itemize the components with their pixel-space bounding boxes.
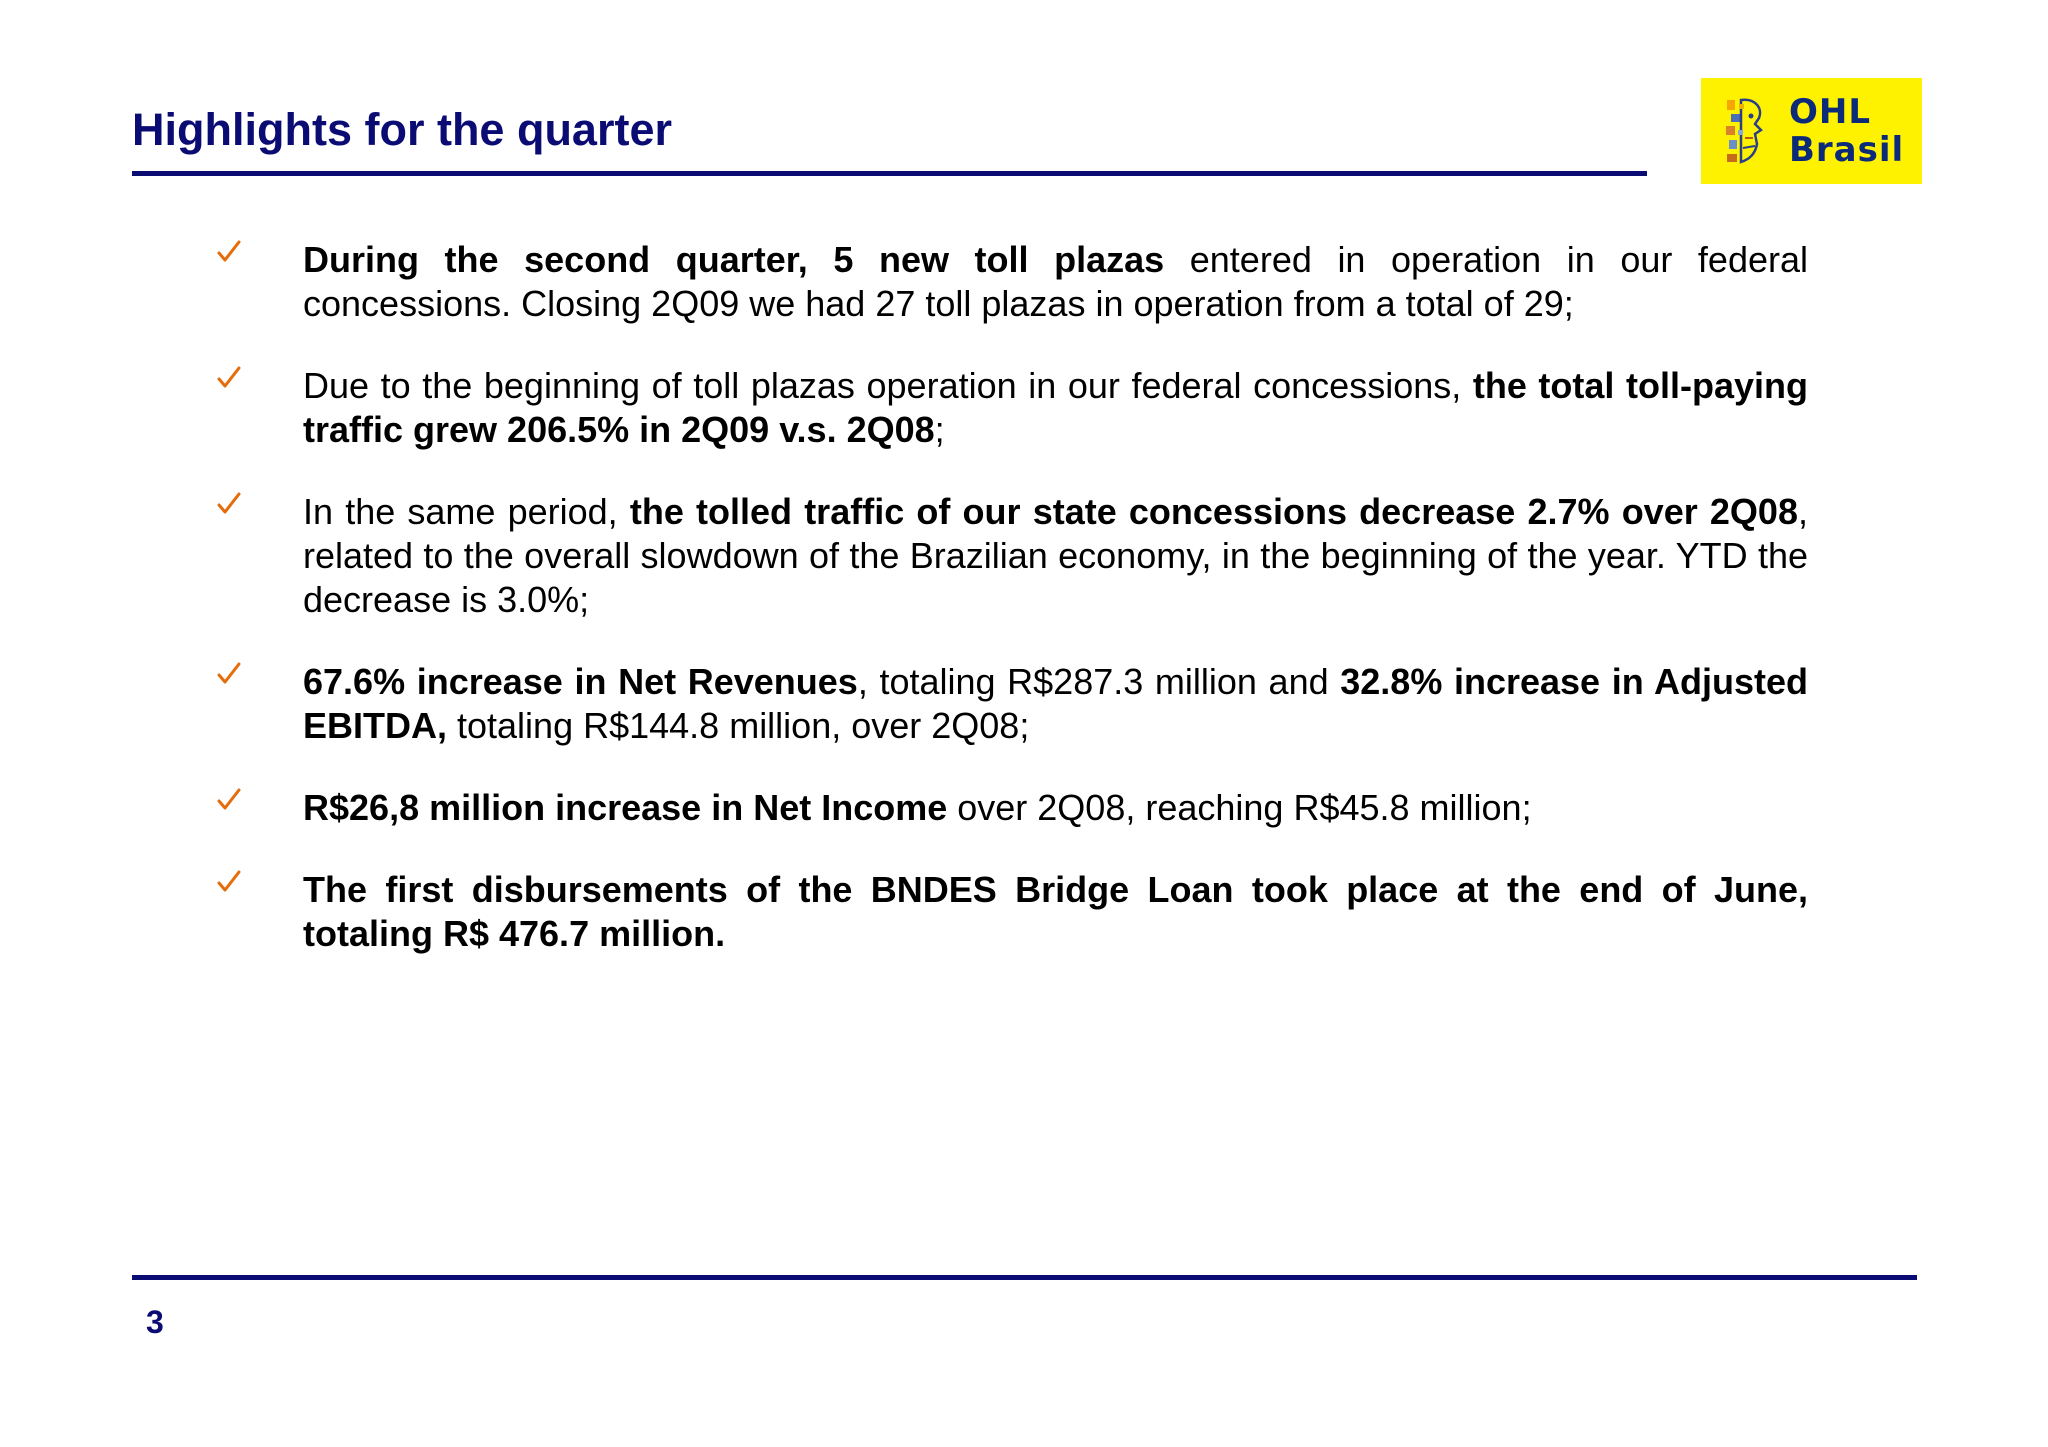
text-segment: over 2Q08, reaching R$45.8 million; [947,787,1532,828]
bold-text-segment: 32.8% increase in Adjusted EBITDA, [303,661,1809,746]
bold-text-segment: the tolled traffic of our state concessions decrease 2.7% over 2Q08 [629,491,1798,532]
text-segment: In the same period, [303,491,630,532]
highlights-list [216,238,1808,956]
checkmark-icon [216,239,242,265]
bold-text-segment: the total toll-paying traffic grew 206.5% in 2Q09 v.s. 2Q08 [303,365,1809,450]
list-item [216,786,1808,830]
bullet-text [303,490,1808,622]
list-item [216,364,1808,452]
checkmark-icon [216,491,242,517]
list-item [216,660,1808,748]
bullet-text [303,660,1808,748]
logo-wordmark [1789,93,1904,169]
text-segment: ; [934,409,945,450]
checkmark-icon [216,787,242,813]
bullet-text [303,868,1808,956]
text-segment: entered in operation in our federal concessions. Closing 2Q09 we had 27 toll plazas in operation from a total of 29; [303,239,1809,324]
bullet-text [303,364,1808,452]
text-segment: , related to the overall slowdown of the Brazilian economy, in the beginning of the year. YTD the decrease is 3.0%; [303,491,1808,620]
text-segment: totaling R$144.8 million, over 2Q08; [447,705,1030,746]
list-item [216,868,1808,956]
text-segment: , totaling R$287.3 million and [857,661,1341,702]
list-item [216,490,1808,622]
footer-divider [132,1275,1917,1280]
bold-text-segment: During the second quarter, 5 new toll plazas [303,239,1165,280]
logo-line-2: Brasil [1789,130,1905,170]
slide-title: Highlights for the quarter [132,104,672,155]
stylized-face-icon [1725,94,1765,168]
bullet-text [303,786,1808,830]
ohl-brasil-logo [1701,78,1922,184]
checkmark-icon [216,365,242,391]
bold-text-segment: 67.6% increase in Net Revenues [303,661,858,702]
logo-line-1: OHL [1789,92,1872,132]
bold-text-segment: R$26,8 million increase in Net Income [303,787,948,828]
bold-text-segment: The first disbursements of the BNDES Bridge Loan took place at the end of June, totaling R$ 476.7 million. [303,869,1808,954]
checkmark-icon [216,869,242,895]
bullet-text [303,238,1808,326]
title-divider [132,171,1647,176]
text-segment: Due to the beginning of toll plazas operation in our federal concessions, [303,365,1473,406]
checkmark-icon [216,661,242,687]
list-item [216,238,1808,326]
page-number: 3 [146,1304,164,1340]
